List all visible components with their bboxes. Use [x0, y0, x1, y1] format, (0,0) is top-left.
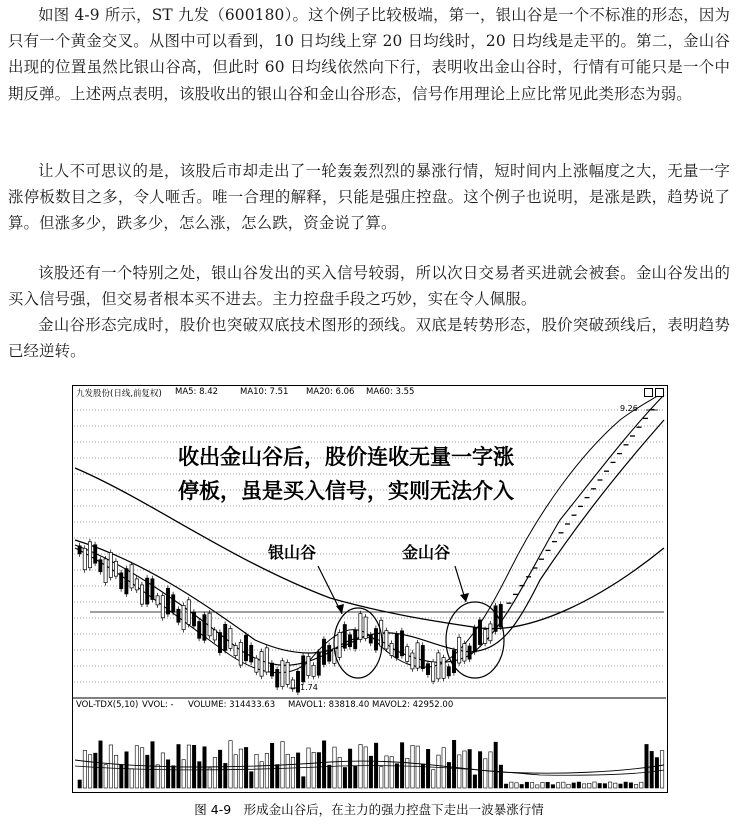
- candle-body: [374, 629, 377, 650]
- candle-body: [177, 609, 180, 622]
- candle-body: [400, 631, 403, 656]
- paragraph-3: 该股还有一个特别之处，银山谷发出的买入信号较弱，所以次日交易者买进就会被套。金山谷发出的买入信号强，但交易者根本买不进去。主力控盘手段之巧妙，实在令人佩服。: [8, 264, 730, 309]
- candle-body: [250, 645, 253, 662]
- volume-bar: [276, 765, 279, 788]
- candle-body: [281, 661, 284, 687]
- candle-body: [286, 662, 289, 684]
- candle-body: [260, 652, 263, 677]
- candle-body: [338, 632, 341, 657]
- candle-body: [244, 635, 247, 661]
- volume-bar: [530, 783, 533, 788]
- candle-body: [114, 561, 117, 576]
- vvol-value: VVOL: -: [142, 700, 174, 710]
- volume-bar: [473, 775, 476, 788]
- volume-bar: [577, 782, 580, 788]
- candle-body: [291, 680, 294, 689]
- volume-bar: [239, 749, 242, 788]
- candle-body: [437, 653, 440, 679]
- volume-bar: [208, 768, 211, 788]
- volume-bar: [312, 752, 315, 788]
- volume-bar: [598, 783, 601, 788]
- volume-bar: [504, 784, 507, 788]
- gold-arrow-head: [460, 593, 469, 602]
- volume-bar: [421, 764, 424, 788]
- silver-valley-label: 银山谷: [268, 543, 317, 562]
- candle-body: [317, 652, 320, 675]
- candle-body: [478, 620, 481, 645]
- volume-bar: [161, 753, 164, 788]
- volume-bar: [614, 783, 617, 788]
- volume-bar: [593, 782, 596, 788]
- candle-body: [302, 656, 305, 682]
- candle-body: [276, 669, 279, 687]
- candle-body: [234, 646, 237, 656]
- candle-body: [166, 588, 169, 614]
- volume-bar: [551, 785, 554, 788]
- volume-bar: [109, 745, 112, 788]
- candle-body: [270, 663, 273, 676]
- volume-bar: [634, 784, 637, 788]
- volume-bar: [359, 744, 362, 788]
- candle-body: [203, 615, 206, 641]
- candle-body: [78, 546, 81, 554]
- candle-body: [94, 545, 97, 563]
- ma60-value: MA60: 3.55: [366, 387, 415, 397]
- candle-body: [213, 630, 216, 640]
- candle-body: [135, 579, 138, 590]
- candle-body: [458, 637, 461, 663]
- candle-body: [406, 647, 409, 662]
- candle-body: [161, 596, 164, 618]
- high-price-label: 9.26: [620, 404, 638, 413]
- volume-bar: [416, 746, 419, 788]
- volume-bar: [265, 753, 268, 788]
- volume-bar: [348, 749, 351, 788]
- volume-bar: [296, 753, 299, 788]
- volume-bar: [426, 749, 429, 788]
- volume-bar: [380, 767, 383, 788]
- volume-bar: [541, 782, 544, 788]
- candle-body: [198, 622, 201, 639]
- volume-bar: [250, 772, 253, 788]
- volume-bar: [562, 782, 565, 788]
- volume-bar: [114, 755, 117, 788]
- candle-body: [151, 579, 154, 600]
- volume-bar: [655, 758, 658, 788]
- paragraph-4: 金山谷形态完成时，股价也突破双底技术图形的颈线。双底是转势形态，股价突破颈线后，表明趋势已经逆转。: [8, 316, 730, 361]
- candle-body: [343, 625, 346, 649]
- volume-bar: [510, 782, 513, 788]
- volume-bar: [629, 783, 632, 788]
- candle-body: [416, 643, 419, 668]
- volume-bar: [130, 769, 133, 788]
- candle-body: [348, 635, 351, 647]
- annotation-line-1: 收出金山谷后，股价连收无量一字涨: [178, 445, 514, 469]
- candle-body: [494, 606, 497, 632]
- candle-body: [473, 628, 476, 652]
- candle-body: [125, 569, 128, 594]
- candle-body: [432, 662, 435, 681]
- candle-body: [109, 553, 112, 578]
- figure-caption: 图 4-9 形成金山谷后，在主力的强力控盘下走出一波暴涨行情: [194, 802, 544, 817]
- volume-bar: [660, 751, 663, 788]
- candle-body: [224, 624, 227, 650]
- candle-body: [120, 573, 123, 589]
- candle-body: [369, 635, 372, 643]
- volume-bar: [213, 757, 216, 788]
- low-price-label: 1.74: [300, 683, 318, 692]
- volume-bar: [88, 755, 91, 788]
- ma5-line: [75, 392, 664, 673]
- volume-bar: [146, 755, 149, 788]
- volume-bar: [234, 755, 237, 788]
- volume-bar: [78, 780, 81, 788]
- candle-body: [218, 633, 221, 653]
- volume-bar: [244, 747, 247, 788]
- volume-bar: [156, 765, 159, 788]
- volume-bar: [645, 744, 648, 788]
- volume-bar: [125, 752, 128, 788]
- chart-menu-icon[interactable]: [644, 388, 653, 397]
- volume-bar: [302, 777, 305, 788]
- volume-bar: [582, 784, 585, 788]
- volume-bar: [291, 757, 294, 788]
- candle-body: [364, 617, 367, 638]
- volume-bar: [307, 748, 310, 788]
- candle-body: [468, 646, 471, 659]
- candle-body: [452, 650, 455, 672]
- candle-body: [312, 665, 315, 676]
- volume-bar: [333, 747, 336, 788]
- volume-bar: [619, 784, 622, 788]
- candle-body: [489, 624, 492, 641]
- chart-settings-icon[interactable]: [655, 388, 664, 397]
- volume-bar: [515, 783, 518, 788]
- volume-bar: [99, 741, 102, 788]
- volume-bar: [354, 766, 357, 788]
- candle-body: [172, 595, 175, 613]
- volume-bar: [525, 782, 528, 788]
- candle-body: [359, 614, 362, 640]
- volume-bar: [151, 742, 154, 788]
- candle-body: [229, 628, 232, 648]
- candle-body: [130, 565, 133, 588]
- volume-bar: [650, 751, 653, 788]
- volume-bar: [520, 784, 523, 788]
- volume-bar: [452, 740, 455, 788]
- volume-bar: [198, 762, 201, 788]
- volume-bar: [567, 784, 570, 788]
- volume-bar: [603, 784, 606, 788]
- volume-bar: [177, 745, 180, 788]
- ma5-value: MA5: 8.42: [175, 387, 219, 397]
- candle-body: [140, 585, 143, 604]
- volume-bar: [608, 782, 611, 788]
- volume-bar: [94, 753, 97, 788]
- volume-bar: [484, 759, 487, 788]
- gold-valley-label: 金山谷: [402, 543, 451, 562]
- candle-body: [255, 658, 258, 672]
- candle-body: [442, 658, 445, 679]
- candle-body: [104, 559, 107, 583]
- candle-body: [187, 600, 190, 625]
- candle-body: [426, 664, 429, 675]
- volume-bar: [489, 752, 492, 788]
- volume-bar: [317, 753, 320, 788]
- volume-bar: [343, 767, 346, 788]
- candle-body: [395, 634, 398, 658]
- candle-body: [192, 612, 195, 626]
- volume-bar: [432, 770, 435, 788]
- volume-bar: [286, 754, 289, 788]
- candle-body: [307, 656, 310, 675]
- volume-bar: [556, 783, 559, 788]
- volume-bar: [536, 785, 539, 788]
- ma20-value: MA20: 6.06: [306, 387, 355, 397]
- volume-bar: [463, 751, 466, 788]
- paragraph-1: 如图 4-9 所示，ST 九发（600180）。这个例子比较极端，第一，银山谷是一个不标准的形态，因为只有一个黄金交叉。从图中可以看到，10 日均线上穿 20 日均线时，20 日均线是走平的。第二，金山谷出现的位置虽然比银山谷高，但此时 60 日均线依然向下行，表明收出金山谷时，行情有可能只是一个中期反弹。上述两点表明，该股收出的银山谷和金山谷形态，信号作用理论上应比常见此类形态为弱。: [8, 6, 730, 103]
- volume-bar: [83, 750, 86, 788]
- volume-value: VOLUME: 314433.63: [188, 700, 276, 710]
- volume-bar: [140, 748, 143, 788]
- volume-bar: [229, 741, 232, 788]
- volume-bar: [135, 746, 138, 788]
- candle-body: [447, 667, 450, 676]
- volume-bar: [458, 755, 461, 788]
- volume-bar: [328, 765, 331, 788]
- candle-body: [322, 639, 325, 664]
- volume-bar: [640, 782, 643, 788]
- ma10-value: MA10: 7.51: [240, 387, 289, 397]
- volume-bar: [588, 783, 591, 788]
- volume-bar: [255, 754, 258, 788]
- mavol1-value: MAVOL1: 83818.40: [288, 700, 370, 710]
- candle-body: [88, 542, 91, 568]
- volume-bar: [182, 760, 185, 788]
- candle-body: [156, 596, 159, 605]
- candle-body: [83, 548, 86, 569]
- volume-bar: [400, 743, 403, 788]
- candle-body: [411, 653, 414, 669]
- candle-body: [265, 648, 268, 672]
- candle-body: [208, 613, 211, 636]
- mavol2-value: MAVOL2: 42952.00: [372, 700, 454, 710]
- volume-bar: [572, 783, 575, 788]
- candle-body: [354, 630, 357, 648]
- candle-body: [328, 645, 331, 661]
- volume-bar: [218, 750, 221, 788]
- candle-body: [239, 642, 242, 665]
- candle-body: [385, 631, 388, 649]
- volume-bar: [322, 741, 325, 788]
- volume-bar: [385, 756, 388, 788]
- volume-bar: [437, 755, 440, 788]
- paragraph-2: 让人不可思议的是，该股后市却走出了一轮轰轰烈烈的暴涨行情，短时间内上涨幅度之大，无量一字涨停板数目之多，令人咂舌。唯一合理的解释，只能是强庄控盘。这个例子也说明，是涨是跌，趋势说了算。但涨多少，跌多少，怎么涨，怎么跌，资金说了算。: [8, 162, 730, 233]
- annotation-line-2: 停板，虽是买入信号，实则无法介入: [178, 479, 514, 503]
- volume-title: VOL-TDX(5,10): [76, 700, 139, 710]
- volume-bar: [172, 766, 175, 788]
- candle-body: [146, 578, 149, 604]
- volume-bar: [166, 760, 169, 788]
- candle-body: [390, 643, 393, 655]
- candle-body: [484, 629, 487, 643]
- candle-body: [421, 645, 424, 668]
- volume-bar: [499, 765, 502, 788]
- chart-title: 九发股份(日线,前复权): [76, 389, 162, 399]
- volume-bar: [364, 747, 367, 788]
- candle-body: [463, 644, 466, 661]
- candle-body: [182, 605, 185, 629]
- volume-bar: [546, 782, 549, 788]
- volume-bar: [624, 782, 627, 788]
- candle-body: [99, 560, 102, 572]
- volume-bar: [494, 742, 497, 788]
- volume-bar: [395, 764, 398, 788]
